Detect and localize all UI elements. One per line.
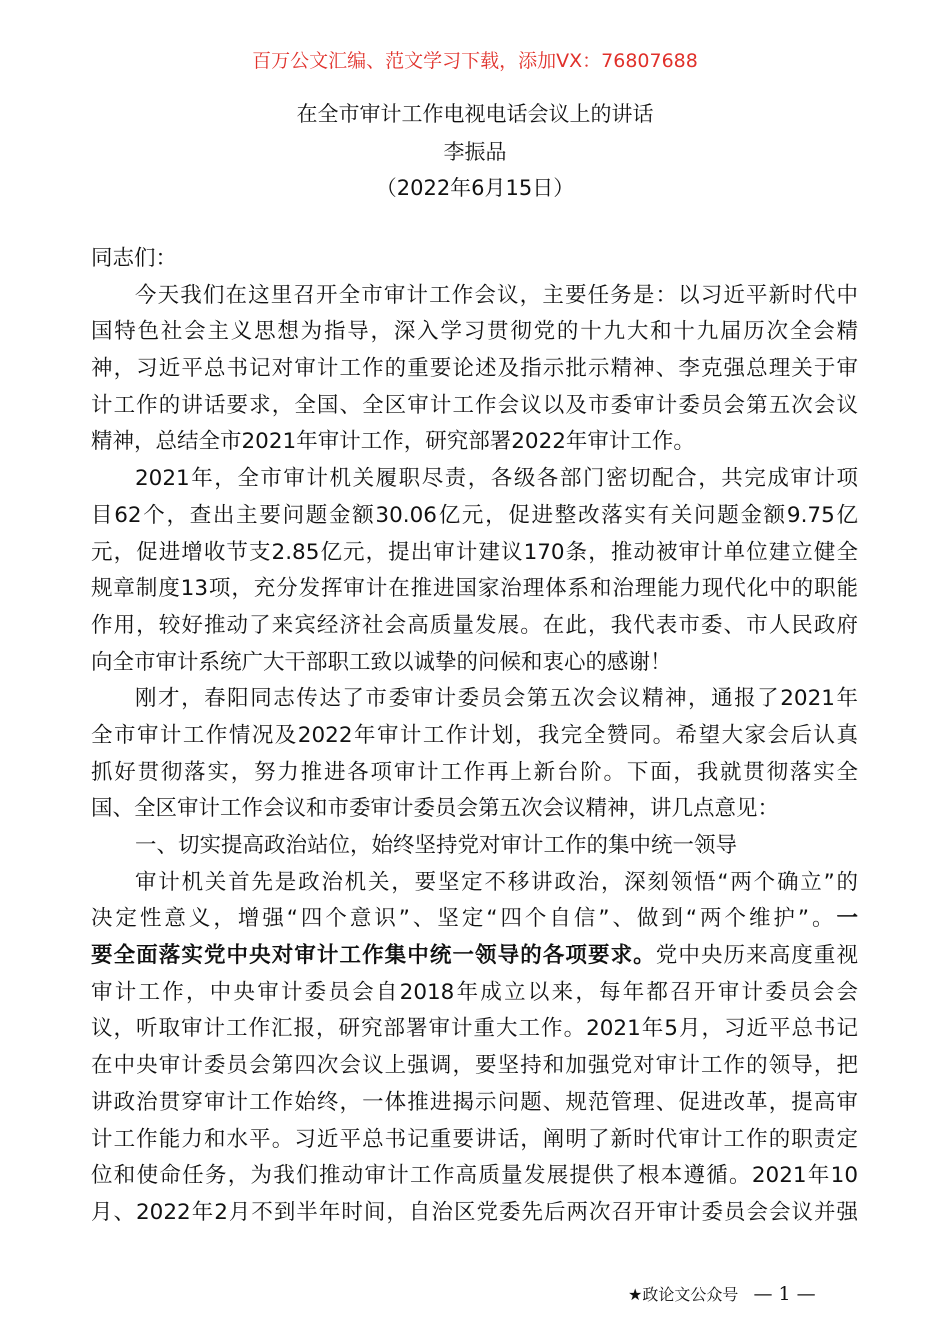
text-line — [91, 1122, 858, 1159]
document-date: （2022年6月15日） — [375, 176, 575, 200]
text-run: 国特色社会主义思想为指导，深入学习贯彻党的十九大和十九届历次全会精 — [91, 319, 858, 345]
text-run: 作用，较好推动了来宾经济社会高质量发展。在此，我代表市委、市人民政府 — [91, 612, 858, 638]
text-line — [91, 314, 858, 351]
text-line — [91, 791, 858, 828]
text-run: 党中央历来高度重视 — [655, 943, 858, 969]
text-line — [91, 681, 858, 718]
text-run: 刚才，春阳同志传达了市委审计委员会第五次会议精神，通报了2021年 — [135, 686, 858, 712]
bold-text: 要全面落实党中央对审计工作集中统一领导的各项要求。 — [91, 943, 656, 969]
text-line — [91, 755, 858, 792]
text-run: 计工作的讲话要求，全国、全区审计工作会议以及市委审计委员会第五次会议 — [91, 392, 858, 418]
watermark-banner: 百万公文汇编、范文学习下载，添加VX：76807688 — [252, 50, 698, 72]
text-line — [91, 865, 858, 902]
text-run: 2021年，全市审计机关履职尽责，各级各部门密切配合，共完成审计项 — [135, 466, 858, 492]
text-line — [91, 241, 858, 278]
text-run: 元，促进增收节支2.85亿元，提出审计建议170条，推动被审计单位建立健全 — [91, 539, 858, 565]
text-line — [91, 461, 858, 498]
text-line — [91, 1195, 858, 1232]
text-run: 抓好贯彻落实，努力推进各项审计工作再上新台阶。下面，我就贯彻落实全 — [91, 759, 858, 785]
page-number: — 1 — — [753, 1283, 816, 1305]
text-line — [91, 1011, 858, 1048]
text-run: 向全市审计系统广大干部职工致以诚挚的问候和衷心的感谢！ — [91, 649, 672, 675]
text-run: 规章制度13项，充分发挥审计在推进国家治理体系和治理能力现代化中的职能 — [91, 576, 858, 602]
text-line — [91, 388, 858, 425]
text-run: 一、切实提高政治站位，始终坚持党对审计工作的集中统一领导 — [135, 833, 738, 858]
text-line — [91, 901, 858, 938]
text-run: 精神，总结全市2021年审计工作，研究部署2022年审计工作。 — [91, 429, 695, 455]
text-run: 今天我们在这里召开全市审计工作会议，主要任务是：以习近平新时代中 — [135, 282, 858, 308]
text-run: 国、全区审计工作会议和市委审计委员会第五次会议精神，讲几点意见： — [91, 796, 780, 822]
text-run: 计工作能力和水平。习近平总书记重要讲话，阐明了新时代审计工作的职责定 — [91, 1126, 858, 1152]
text-line — [91, 351, 858, 388]
text-line — [91, 278, 858, 315]
text-line — [91, 828, 858, 865]
text-run: 目62个，查出主要问题金额30.06亿元，促进整改落实有关问题金额9.75亿 — [91, 502, 858, 528]
document-title: 在全市审计工作电视电话会议上的讲话 — [296, 102, 654, 126]
document-author: 李振品 — [443, 140, 507, 164]
text-run: 月、2022年2月不到半年时间，自治区党委先后两次召开审计委员会会议并强 — [91, 1199, 858, 1225]
bold-text: 一 — [836, 906, 858, 932]
text-line — [91, 535, 858, 572]
text-line — [91, 608, 858, 645]
text-line — [91, 718, 858, 755]
text-line — [91, 938, 858, 975]
text-line — [91, 645, 858, 682]
text-run: 在中央审计委员会第四次会议上强调，要坚持和加强党对审计工作的领导，把 — [91, 1053, 858, 1079]
text-run: 讲政治贯穿审计工作始终，一体推进揭示问题、规范管理、促进改革，提高审 — [91, 1089, 858, 1115]
text-run: 同志们： — [91, 246, 178, 271]
document-body — [91, 241, 858, 1232]
text-run: 审计工作，中央审计委员会自2018年成立以来，每年都召开审计委员会会 — [91, 979, 858, 1005]
text-line — [91, 975, 858, 1012]
text-run: 审计机关首先是政治机关，要坚定不移讲政治，深刻领悟“两个确立”的 — [135, 869, 858, 895]
text-line — [91, 571, 858, 608]
text-run: 全市审计工作情况及2022年审计工作计划，我完全赞同。希望大家会后认真 — [91, 722, 858, 748]
text-run: 神，习近平总书记对审计工作的重要论述及指示批示精神、李克强总理关于审 — [91, 356, 858, 382]
text-line — [91, 424, 858, 461]
footer-source: ★政论文公众号 — [628, 1285, 739, 1304]
text-line — [91, 1158, 858, 1195]
text-run: 议，听取审计工作汇报，研究部署审计重大工作。2021年5月，习近平总书记 — [91, 1016, 858, 1042]
page-footer — [628, 1282, 816, 1305]
text-run: 位和使命任务，为我们推动审计工作高质量发展提供了根本遵循。2021年10 — [91, 1163, 858, 1189]
text-line — [91, 1085, 858, 1122]
text-line — [91, 498, 858, 535]
text-run: 决定性意义，增强“四个意识”、坚定“四个自信”、做到“两个维护”。 — [91, 906, 837, 932]
text-line — [91, 1048, 858, 1085]
